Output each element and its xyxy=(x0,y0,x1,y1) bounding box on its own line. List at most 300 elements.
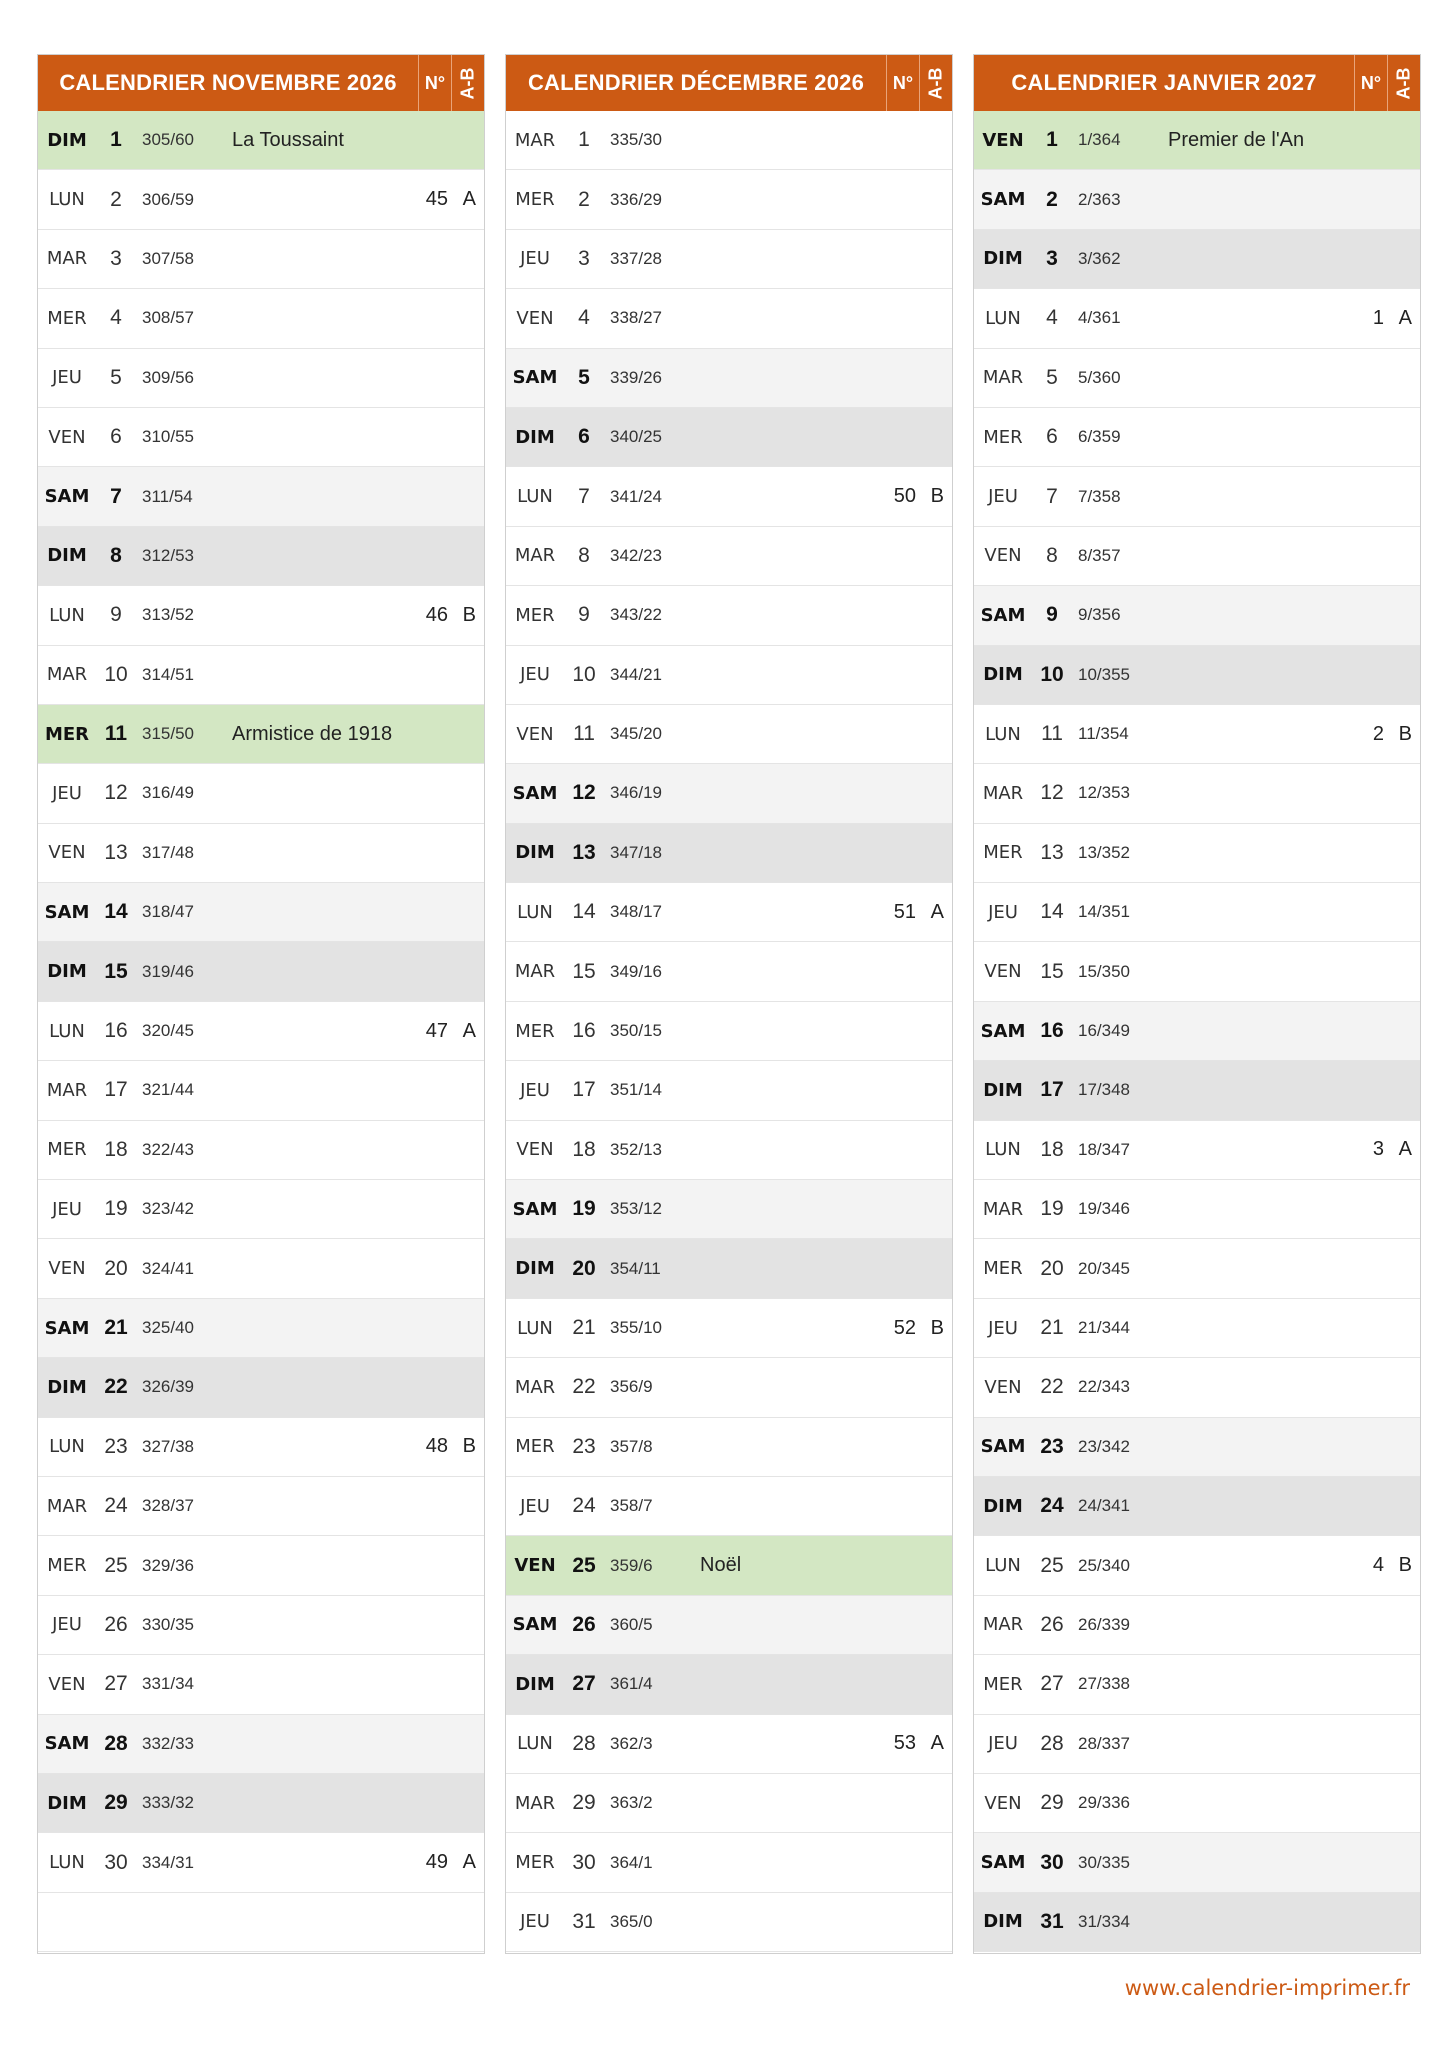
day-of-year: 351/14 xyxy=(610,1080,662,1100)
day-of-week: SAM xyxy=(44,901,90,923)
day-number: 16 xyxy=(104,1019,128,1043)
day-of-week: SAM xyxy=(512,782,558,804)
day-row xyxy=(974,467,1420,526)
day-of-year: 2/363 xyxy=(1078,189,1121,209)
day-of-year: 341/24 xyxy=(610,486,662,506)
day-of-year: 330/35 xyxy=(142,1614,194,1634)
day-of-week: MER xyxy=(983,1673,1023,1695)
day-of-week: MER xyxy=(515,189,555,211)
day-of-year: 8/357 xyxy=(1078,545,1121,565)
day-number: 21 xyxy=(1040,1316,1064,1339)
day-of-year: 24/341 xyxy=(1078,1496,1130,1516)
day-of-week: MER xyxy=(44,723,90,745)
day-list xyxy=(506,111,952,1952)
day-number: 25 xyxy=(572,1553,596,1577)
day-row xyxy=(506,883,952,942)
week-ab-header: A-B xyxy=(1387,55,1420,111)
day-number: 30 xyxy=(572,1850,596,1874)
day-number: 8 xyxy=(578,543,590,567)
day-row xyxy=(38,349,484,408)
day-row xyxy=(974,705,1420,764)
holiday-name: Noël xyxy=(700,1554,742,1577)
day-of-week: SAM xyxy=(44,486,90,508)
week-number-header: N° xyxy=(886,55,919,111)
week-number: 48 xyxy=(425,1435,448,1458)
day-of-week: MAR xyxy=(514,961,556,983)
day-number: 30 xyxy=(104,1850,128,1874)
day-row xyxy=(38,1596,484,1655)
day-of-week: VEN xyxy=(48,842,86,864)
day-row xyxy=(38,1239,484,1298)
day-number: 4 xyxy=(110,306,122,330)
day-of-year: 18/347 xyxy=(1078,1139,1130,1159)
day-number: 23 xyxy=(1040,1434,1064,1458)
day-of-week: LUN xyxy=(985,1555,1021,1577)
day-of-year: 328/37 xyxy=(142,1496,194,1516)
day-row xyxy=(974,764,1420,823)
day-of-year: 30/335 xyxy=(1078,1852,1130,1872)
day-row xyxy=(38,1774,484,1833)
week-number-header: N° xyxy=(418,55,451,111)
day-of-week: JEU xyxy=(520,1079,550,1101)
day-row xyxy=(974,1833,1420,1892)
day-number: 5 xyxy=(110,365,122,389)
day-row xyxy=(974,824,1420,883)
day-of-week: MAR xyxy=(514,1792,556,1814)
day-of-year: 361/4 xyxy=(610,1674,653,1694)
day-number: 29 xyxy=(572,1791,596,1815)
day-row xyxy=(38,764,484,823)
day-of-week: VEN xyxy=(48,1258,86,1280)
day-number: 13 xyxy=(1040,840,1064,864)
day-number: 31 xyxy=(1040,1909,1064,1933)
day-of-week: MAR xyxy=(514,129,556,151)
day-of-week: DIM xyxy=(983,1495,1023,1517)
day-row xyxy=(506,111,952,170)
day-of-year: 353/12 xyxy=(610,1199,662,1219)
day-number: 9 xyxy=(578,603,590,627)
day-of-year: 339/26 xyxy=(610,367,662,387)
day-of-year: 316/49 xyxy=(142,783,194,803)
day-number: 25 xyxy=(1040,1553,1064,1577)
week-ab: B xyxy=(930,1316,944,1339)
day-of-week: JEU xyxy=(520,664,550,686)
day-row xyxy=(974,1655,1420,1714)
day-of-week: DIM xyxy=(47,1792,87,1814)
day-of-year: 325/40 xyxy=(142,1318,194,1337)
day-of-year: 327/38 xyxy=(142,1436,194,1456)
day-number: 26 xyxy=(104,1612,128,1636)
month-january xyxy=(973,54,1421,1954)
day-number: 8 xyxy=(110,543,122,567)
day-number: 17 xyxy=(104,1078,128,1102)
day-row xyxy=(38,467,484,526)
day-of-year: 323/42 xyxy=(142,1199,194,1219)
day-row xyxy=(974,942,1420,1001)
day-of-week: MER xyxy=(515,1020,555,1042)
day-of-week: LUN xyxy=(517,486,553,508)
day-row xyxy=(506,1536,952,1595)
month-header xyxy=(974,55,1420,111)
week-ab: A xyxy=(1398,306,1412,329)
week-number: 45 xyxy=(425,188,448,211)
day-row xyxy=(974,1477,1420,1536)
day-row xyxy=(506,170,952,229)
day-of-year: 17/348 xyxy=(1078,1080,1130,1100)
day-number: 9 xyxy=(1046,603,1058,627)
day-of-year: 329/36 xyxy=(142,1555,194,1575)
day-number: 18 xyxy=(572,1137,596,1161)
day-row xyxy=(506,1299,952,1358)
day-number: 5 xyxy=(1046,365,1058,389)
week-number: 3 xyxy=(1372,1138,1384,1161)
day-of-week: DIM xyxy=(515,426,555,448)
day-number: 4 xyxy=(578,306,590,330)
day-of-week: JEU xyxy=(988,1733,1018,1755)
day-row xyxy=(506,1121,952,1180)
day-of-week: JEU xyxy=(52,1614,82,1636)
week-ab: B xyxy=(462,1435,476,1458)
day-number: 22 xyxy=(1040,1375,1064,1399)
day-of-year: 342/23 xyxy=(610,545,662,565)
day-of-week: LUN xyxy=(985,1139,1021,1161)
day-of-week: MAR xyxy=(46,664,88,686)
day-number: 26 xyxy=(1040,1612,1064,1636)
day-of-week: VEN xyxy=(984,961,1022,983)
day-of-week: VEN xyxy=(516,723,554,745)
day-of-week: MER xyxy=(983,1258,1023,1280)
day-number: 3 xyxy=(1046,246,1058,270)
day-of-week: MER xyxy=(983,426,1023,448)
day-row xyxy=(506,1477,952,1536)
day-of-week: JEU xyxy=(520,1911,550,1933)
day-of-week: LUN xyxy=(517,901,553,923)
day-of-year: 346/19 xyxy=(610,783,662,803)
day-row xyxy=(38,942,484,1001)
day-of-year: 363/2 xyxy=(610,1793,653,1813)
day-number: 19 xyxy=(572,1197,596,1221)
day-number: 10 xyxy=(104,662,128,686)
day-of-year: 365/0 xyxy=(610,1911,653,1931)
day-of-week: VEN xyxy=(984,545,1022,567)
day-number: 3 xyxy=(578,246,590,270)
day-number: 10 xyxy=(1040,662,1064,686)
day-of-week: SAM xyxy=(44,1317,90,1339)
day-number: 27 xyxy=(572,1672,596,1696)
day-of-year: 318/47 xyxy=(142,902,194,922)
week-number: 2 xyxy=(1372,722,1384,745)
day-of-week: MAR xyxy=(982,1614,1024,1636)
week-number: 46 xyxy=(425,603,448,626)
day-row xyxy=(506,349,952,408)
day-of-year: 15/350 xyxy=(1078,961,1130,981)
website-link[interactable]: www.calendrier-imprimer.fr xyxy=(1124,1976,1410,2000)
day-of-week: DIM xyxy=(47,545,87,567)
day-row xyxy=(974,1418,1420,1477)
day-row xyxy=(506,1239,952,1298)
day-of-year: 354/11 xyxy=(610,1258,661,1278)
day-number: 13 xyxy=(104,840,128,864)
day-of-year: 320/45 xyxy=(142,1021,194,1041)
day-of-year: 307/58 xyxy=(142,248,194,268)
day-number: 16 xyxy=(1040,1019,1064,1043)
day-number: 15 xyxy=(572,959,596,983)
day-row xyxy=(38,1536,484,1595)
day-row xyxy=(506,1893,952,1952)
day-row xyxy=(974,1121,1420,1180)
day-row xyxy=(38,705,484,764)
holiday-name: Premier de l'An xyxy=(1168,128,1305,151)
day-of-year: 1/364 xyxy=(1078,130,1121,150)
day-row xyxy=(38,170,484,229)
day-row xyxy=(38,289,484,348)
day-row xyxy=(38,1002,484,1061)
day-of-year: 336/29 xyxy=(610,189,662,209)
month-header xyxy=(506,55,952,111)
day-row xyxy=(506,705,952,764)
day-number: 17 xyxy=(572,1078,596,1102)
day-of-week: VEN xyxy=(984,1792,1022,1814)
day-of-week: SAM xyxy=(980,604,1026,626)
month-title: CALENDRIER JANVIER 2027 xyxy=(1011,70,1317,95)
day-of-year: 332/33 xyxy=(142,1733,194,1753)
day-of-week: LUN xyxy=(517,1317,553,1339)
day-of-week: MER xyxy=(515,1436,555,1458)
week-ab: A xyxy=(462,1851,476,1874)
day-number: 5 xyxy=(578,365,590,389)
day-row xyxy=(506,1715,952,1774)
day-row xyxy=(38,230,484,289)
day-of-year: 6/359 xyxy=(1078,427,1121,447)
day-of-year: 4/361 xyxy=(1078,308,1121,328)
week-number: 4 xyxy=(1372,1554,1384,1577)
day-of-year: 12/353 xyxy=(1078,783,1130,803)
day-of-week: MAR xyxy=(982,1198,1024,1220)
day-number: 7 xyxy=(1046,484,1058,508)
day-number: 21 xyxy=(572,1316,596,1339)
day-of-week: MER xyxy=(47,1555,87,1577)
week-ab: A xyxy=(930,1732,944,1755)
day-of-year: 357/8 xyxy=(610,1436,653,1456)
day-row xyxy=(974,170,1420,229)
day-row xyxy=(974,586,1420,645)
week-number: 1 xyxy=(1372,306,1384,329)
day-number: 11 xyxy=(573,722,595,746)
day-row xyxy=(506,764,952,823)
day-number: 28 xyxy=(104,1731,128,1755)
day-of-week: VEN xyxy=(982,129,1024,151)
day-of-year: 25/340 xyxy=(1078,1555,1130,1575)
day-of-year: 14/351 xyxy=(1078,902,1130,922)
day-number: 27 xyxy=(104,1672,128,1696)
day-of-week: SAM xyxy=(44,1733,90,1755)
day-of-week: VEN xyxy=(984,1376,1022,1398)
day-number: 28 xyxy=(572,1731,596,1755)
day-number: 25 xyxy=(104,1553,128,1577)
day-of-year: 19/346 xyxy=(1078,1199,1130,1219)
day-of-week: SAM xyxy=(980,1436,1026,1458)
day-of-year: 362/3 xyxy=(610,1733,653,1753)
day-of-week: MER xyxy=(515,604,555,626)
day-of-year: 359/6 xyxy=(610,1555,653,1575)
day-number: 6 xyxy=(1046,425,1058,449)
day-of-week: VEN xyxy=(48,426,86,448)
day-of-week: JEU xyxy=(52,1198,82,1220)
day-number: 22 xyxy=(104,1375,128,1399)
day-number: 14 xyxy=(104,900,128,924)
day-of-year: 321/44 xyxy=(142,1080,194,1100)
day-of-week: MAR xyxy=(46,1079,88,1101)
day-of-week: VEN xyxy=(48,1673,86,1695)
day-number: 30 xyxy=(1040,1850,1064,1874)
day-of-week: MAR xyxy=(46,1495,88,1517)
day-number: 19 xyxy=(1040,1197,1064,1221)
day-row xyxy=(506,1774,952,1833)
day-of-year: 21/344 xyxy=(1078,1318,1130,1337)
day-of-week: DIM xyxy=(983,248,1023,270)
day-of-year: 356/9 xyxy=(610,1377,653,1397)
day-row xyxy=(974,1180,1420,1239)
day-row xyxy=(974,1774,1420,1833)
week-ab: B xyxy=(462,603,476,626)
day-number: 1 xyxy=(110,128,122,152)
day-of-year: 358/7 xyxy=(610,1496,653,1516)
day-of-year: 344/21 xyxy=(610,664,662,684)
day-number: 6 xyxy=(110,425,122,449)
day-list xyxy=(974,111,1420,1952)
day-number: 14 xyxy=(572,900,596,924)
day-number: 21 xyxy=(104,1316,128,1339)
day-of-week: MER xyxy=(983,842,1023,864)
day-of-week: JEU xyxy=(988,901,1018,923)
week-number: 50 xyxy=(893,485,916,508)
day-number: 31 xyxy=(572,1909,596,1933)
week-number-header: N° xyxy=(1354,55,1387,111)
day-of-week: MER xyxy=(47,307,87,329)
day-of-year: 326/39 xyxy=(142,1377,194,1397)
day-row xyxy=(506,824,952,883)
day-row xyxy=(506,230,952,289)
day-row xyxy=(506,1596,952,1655)
day-row xyxy=(974,349,1420,408)
day-of-year: 335/30 xyxy=(610,130,662,150)
day-of-year: 13/352 xyxy=(1078,842,1130,862)
day-number: 29 xyxy=(1040,1791,1064,1815)
day-row xyxy=(38,1121,484,1180)
day-row xyxy=(38,824,484,883)
day-of-week: DIM xyxy=(47,961,87,983)
day-number: 24 xyxy=(572,1494,596,1518)
day-row xyxy=(974,1596,1420,1655)
day-of-week: LUN xyxy=(985,723,1021,745)
day-row xyxy=(38,111,484,170)
week-number: 51 xyxy=(893,900,916,923)
day-of-year: 305/60 xyxy=(142,130,194,150)
day-of-year: 355/10 xyxy=(610,1318,662,1337)
day-number: 22 xyxy=(572,1375,596,1399)
day-number: 24 xyxy=(1040,1494,1064,1518)
day-row xyxy=(974,527,1420,586)
day-row xyxy=(506,408,952,467)
day-number: 20 xyxy=(104,1256,128,1280)
day-number: 14 xyxy=(1040,900,1064,924)
day-row xyxy=(506,527,952,586)
day-number: 7 xyxy=(578,484,590,508)
day-number: 23 xyxy=(572,1434,596,1458)
day-of-week: VEN xyxy=(516,1139,554,1161)
day-number: 10 xyxy=(572,662,596,686)
day-of-year: 313/52 xyxy=(142,605,194,625)
day-row xyxy=(974,1358,1420,1417)
day-of-week: DIM xyxy=(47,129,87,151)
day-of-year: 364/1 xyxy=(610,1852,653,1872)
day-number: 4 xyxy=(1046,306,1058,330)
day-row xyxy=(38,646,484,705)
day-of-week: VEN xyxy=(516,307,554,329)
day-number: 9 xyxy=(110,603,122,627)
day-number: 2 xyxy=(578,187,590,211)
day-of-week: VEN xyxy=(514,1555,556,1577)
day-of-week: LUN xyxy=(49,1852,85,1874)
week-ab: A xyxy=(1398,1138,1412,1161)
day-of-week: DIM xyxy=(983,1911,1023,1933)
day-of-week: SAM xyxy=(512,367,558,389)
day-row xyxy=(974,1536,1420,1595)
day-of-week: SAM xyxy=(980,1020,1026,1042)
day-list xyxy=(38,111,484,1952)
day-row xyxy=(974,1715,1420,1774)
day-row xyxy=(38,1180,484,1239)
day-of-year: 29/336 xyxy=(1078,1793,1130,1813)
day-of-year: 343/22 xyxy=(610,605,662,625)
week-ab: B xyxy=(1398,1554,1412,1577)
day-row xyxy=(38,1715,484,1774)
day-of-week: JEU xyxy=(988,486,1018,508)
day-of-week: DIM xyxy=(983,1079,1023,1101)
day-of-year: 324/41 xyxy=(142,1258,194,1278)
month-header xyxy=(38,55,484,111)
day-of-year: 311/54 xyxy=(142,486,193,506)
day-of-year: 309/56 xyxy=(142,367,194,387)
month-title: CALENDRIER NOVEMBRE 2026 xyxy=(59,70,397,95)
day-of-week: MAR xyxy=(982,367,1024,389)
day-number: 7 xyxy=(110,484,122,508)
day-row xyxy=(974,1239,1420,1298)
day-row xyxy=(38,1061,484,1120)
day-row xyxy=(506,1655,952,1714)
day-of-week: JEU xyxy=(520,1495,550,1517)
day-of-year: 310/55 xyxy=(142,427,194,447)
day-row xyxy=(974,111,1420,170)
day-number: 27 xyxy=(1040,1672,1064,1696)
day-row xyxy=(506,289,952,348)
empty-row xyxy=(38,1893,484,1952)
day-of-year: 337/28 xyxy=(610,248,662,268)
day-number: 15 xyxy=(104,959,128,983)
day-row xyxy=(974,289,1420,348)
day-of-week: LUN xyxy=(517,1733,553,1755)
day-number: 3 xyxy=(110,246,122,270)
week-ab: B xyxy=(930,485,944,508)
day-of-week: LUN xyxy=(49,1436,85,1458)
day-of-week: DIM xyxy=(47,1376,87,1398)
day-number: 2 xyxy=(1046,187,1058,211)
day-row xyxy=(506,586,952,645)
day-number: 12 xyxy=(572,781,596,805)
day-of-year: 347/18 xyxy=(610,842,662,862)
day-row xyxy=(506,467,952,526)
day-of-year: 31/334 xyxy=(1078,1911,1130,1931)
